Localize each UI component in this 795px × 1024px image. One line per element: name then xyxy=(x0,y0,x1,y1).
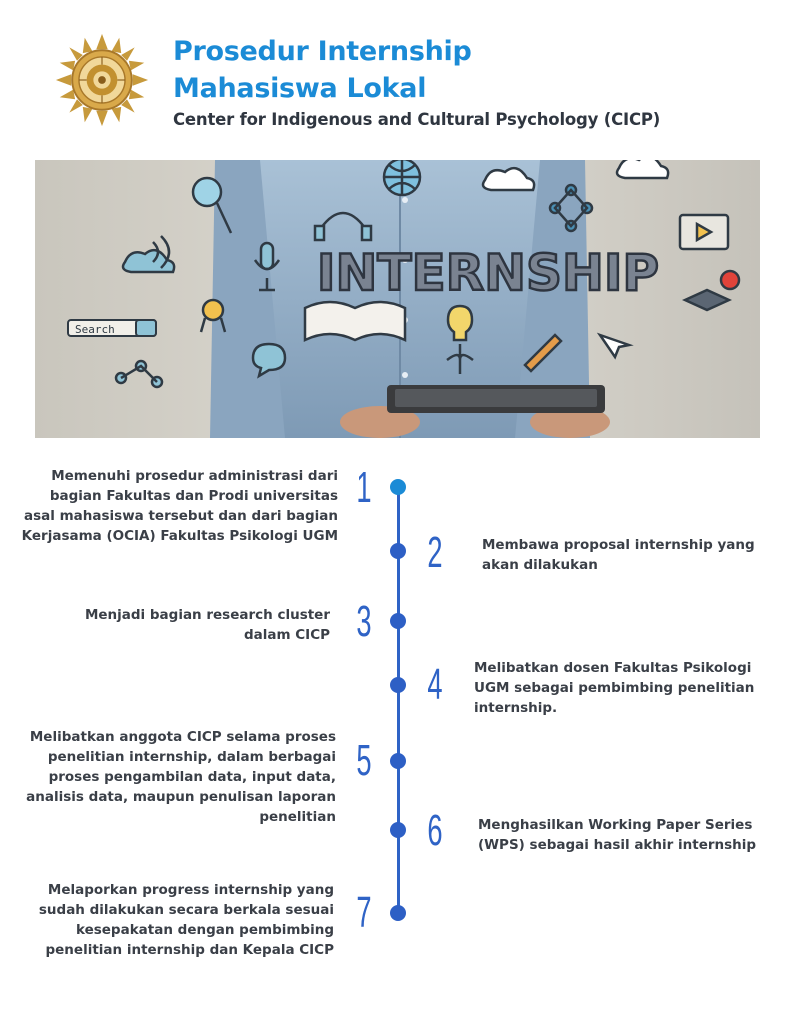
step-number-6: 6 xyxy=(427,806,443,855)
step-number-5: 5 xyxy=(356,736,372,785)
step-text-2: Membawa proposal internship yang akan dilakukan xyxy=(482,537,755,573)
banner-word: INTERNSHIP xyxy=(316,244,660,302)
step-text-4: Melibatkan dosen Fakultas Psikologi UGM sebagai pembimbing penelitian internship. xyxy=(474,660,755,716)
title-line-2: Mahasiswa Lokal xyxy=(173,73,427,104)
timeline-dot-5 xyxy=(390,753,406,769)
step-number-7: 7 xyxy=(356,888,372,937)
banner-search-label: Search xyxy=(75,323,115,336)
step-text-5: Melibatkan anggota CICP selama proses penelitian internship, dalam berbagai proses pengambilan data, input data, analisis data, maupun penulisan laporan penelitian xyxy=(26,729,336,825)
step-number-4: 4 xyxy=(427,660,443,709)
step-text-1: Memenuhi prosedur administrasi dari bagian Fakultas dan Prodi universitas asal mahasiswa tersebut dan dari bagian Kerjasama (OCIA) Fakultas Psikologi UGM xyxy=(21,468,338,544)
timeline-dot-7 xyxy=(390,905,406,921)
step-number-1: 1 xyxy=(356,463,372,512)
ugm-seal-icon xyxy=(54,32,150,128)
step-number-2: 2 xyxy=(427,528,443,577)
step-text-7: Melaporkan progress internship yang sudah dilakukan secara berkala sesuai kesepakatan dengan pembimbing penelitian internship dan Kepala CICP xyxy=(38,882,334,958)
timeline-dot-3 xyxy=(390,613,406,629)
timeline-dot-2 xyxy=(390,543,406,559)
page-title xyxy=(173,33,472,107)
banner-illustration xyxy=(35,160,760,438)
step-text-6: Menghasilkan Working Paper Series (WPS) sebagai hasil akhir internship xyxy=(478,817,757,853)
timeline-dot-4 xyxy=(390,677,406,693)
timeline-dot-1 xyxy=(390,479,406,495)
header xyxy=(0,0,795,150)
step-text-3: Menjadi bagian research cluster dalam CICP xyxy=(84,607,330,643)
page-subtitle: Center for Indigenous and Cultural Psychology (CICP) xyxy=(173,110,661,129)
step-number-3: 3 xyxy=(356,597,372,646)
timeline-dot-6 xyxy=(390,822,406,838)
title-line-1: Prosedur Internship xyxy=(173,36,472,67)
internship-banner xyxy=(35,160,760,438)
